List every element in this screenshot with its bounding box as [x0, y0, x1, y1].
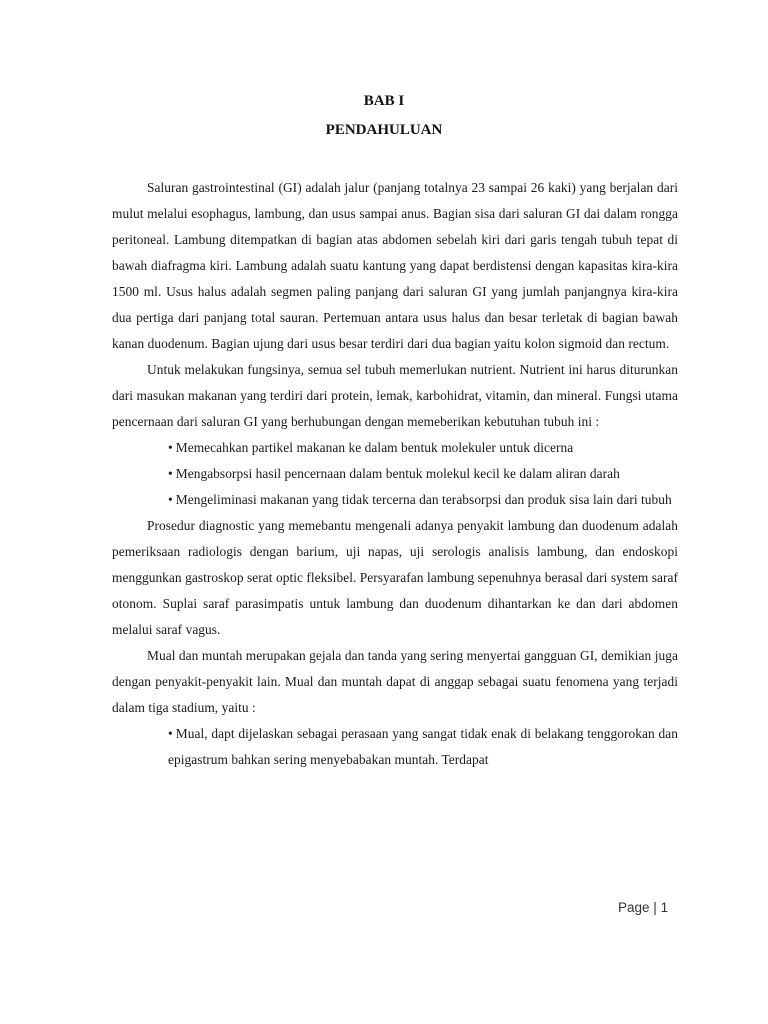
chapter-number: BAB I: [363, 93, 405, 109]
list-item: [168, 721, 678, 773]
list-item-text: Mengabsorpsi hasil pencernaan dalam bentuk molekul kecil ke dalam aliran darah: [175, 466, 620, 481]
paragraph-3: Prosedur diagnostic yang memebantu mengenali adanya penyakit lambung dan duodenum adalah pemeriksaan radiologis dengan barium, uji napas, uji serologis analisis lambung, dan endoskopi menggunkan gastroskop serat optic fleksibel. Persyarafan lambung sepenuhnya berasal dari system saraf otonom. Suplai saraf parasimpatis untuk lambung dan duodenum dihantarkan ke dan dari abdomen melalui saraf vagus.: [112, 518, 678, 637]
list-item: [168, 435, 678, 461]
list-item: [168, 487, 678, 513]
bullet-icon: •: [168, 466, 173, 481]
body-text: [112, 175, 678, 773]
page-number: 1: [660, 900, 669, 915]
page-footer: [618, 900, 668, 915]
paragraph-2: Untuk melakukan fungsinya, semua sel tubuh memerlukan nutrient. Nutrient ini harus diturunkan dari masukan makanan yang terdiri dari protein, lemak, karbohidrat, vitamin, dan mineral. Fungsi utama pencernaan dari saluran GI yang berhubungan dengan memeberikan kebutuhan tubuh ini :: [112, 362, 678, 429]
paragraph-4: Mual dan muntah merupakan gejala dan tanda yang sering menyertai gangguan GI, demikian juga dengan penyakit-penyakit lain. Mual dan muntah dapat di anggap sebagai suatu fenomena yang terjadi dalam tiga stadium, yaitu :: [112, 648, 678, 715]
bullet-icon: •: [168, 492, 173, 507]
bullet-icon: •: [168, 726, 173, 741]
list-item-text: Mual, dapt dijelaskan sebagai perasaan yang sangat tidak enak di belakang tenggorokan dan epigastrum bahkan sering menyebabakan muntah. Terdapat: [168, 726, 678, 767]
bullet-list-functions: [112, 435, 678, 513]
page-separator: |: [653, 900, 657, 915]
chapter-title: PENDAHULUAN: [325, 122, 443, 138]
page-label: Page: [618, 900, 650, 915]
list-item: [168, 461, 678, 487]
bullet-icon: •: [168, 440, 173, 455]
list-item-text: Memecahkan partikel makanan ke dalam bentuk molekuler untuk dicerna: [175, 440, 574, 455]
list-item-text: Mengeliminasi makanan yang tidak tercerna dan terabsorpsi dan produk sisa lain dari tubuh: [175, 492, 672, 507]
bullet-list-stages: [112, 721, 678, 773]
paragraph-1: Saluran gastrointestinal (GI) adalah jalur (panjang totalnya 23 sampai 26 kaki) yang berjalan dari mulut melalui esophagus, lambung, dan usus sampai anus. Bagian sisa dari saluran GI dai dalam rongga peritoneal. Lambung ditempatkan di bagian atas abdomen sebelah kiri dari garis tengah tubuh tepat di bawah diafragma kiri. Lambung adalah suatu kantung yang dapat berdistensi dengan kapasitas kira-kira 1500 ml. Usus halus adalah segmen paling panjang dari saluran GI yang jumlah panjangnya kira-kira dua pertiga dari panjang total sauran. Pertemuan antara usus halus dan besar terletak di bagian bawah kanan duodenum. Bagian ujung dari usus besar terdiri dari dua bagian yaitu kolon sigmoid dan rectum.: [112, 180, 678, 351]
